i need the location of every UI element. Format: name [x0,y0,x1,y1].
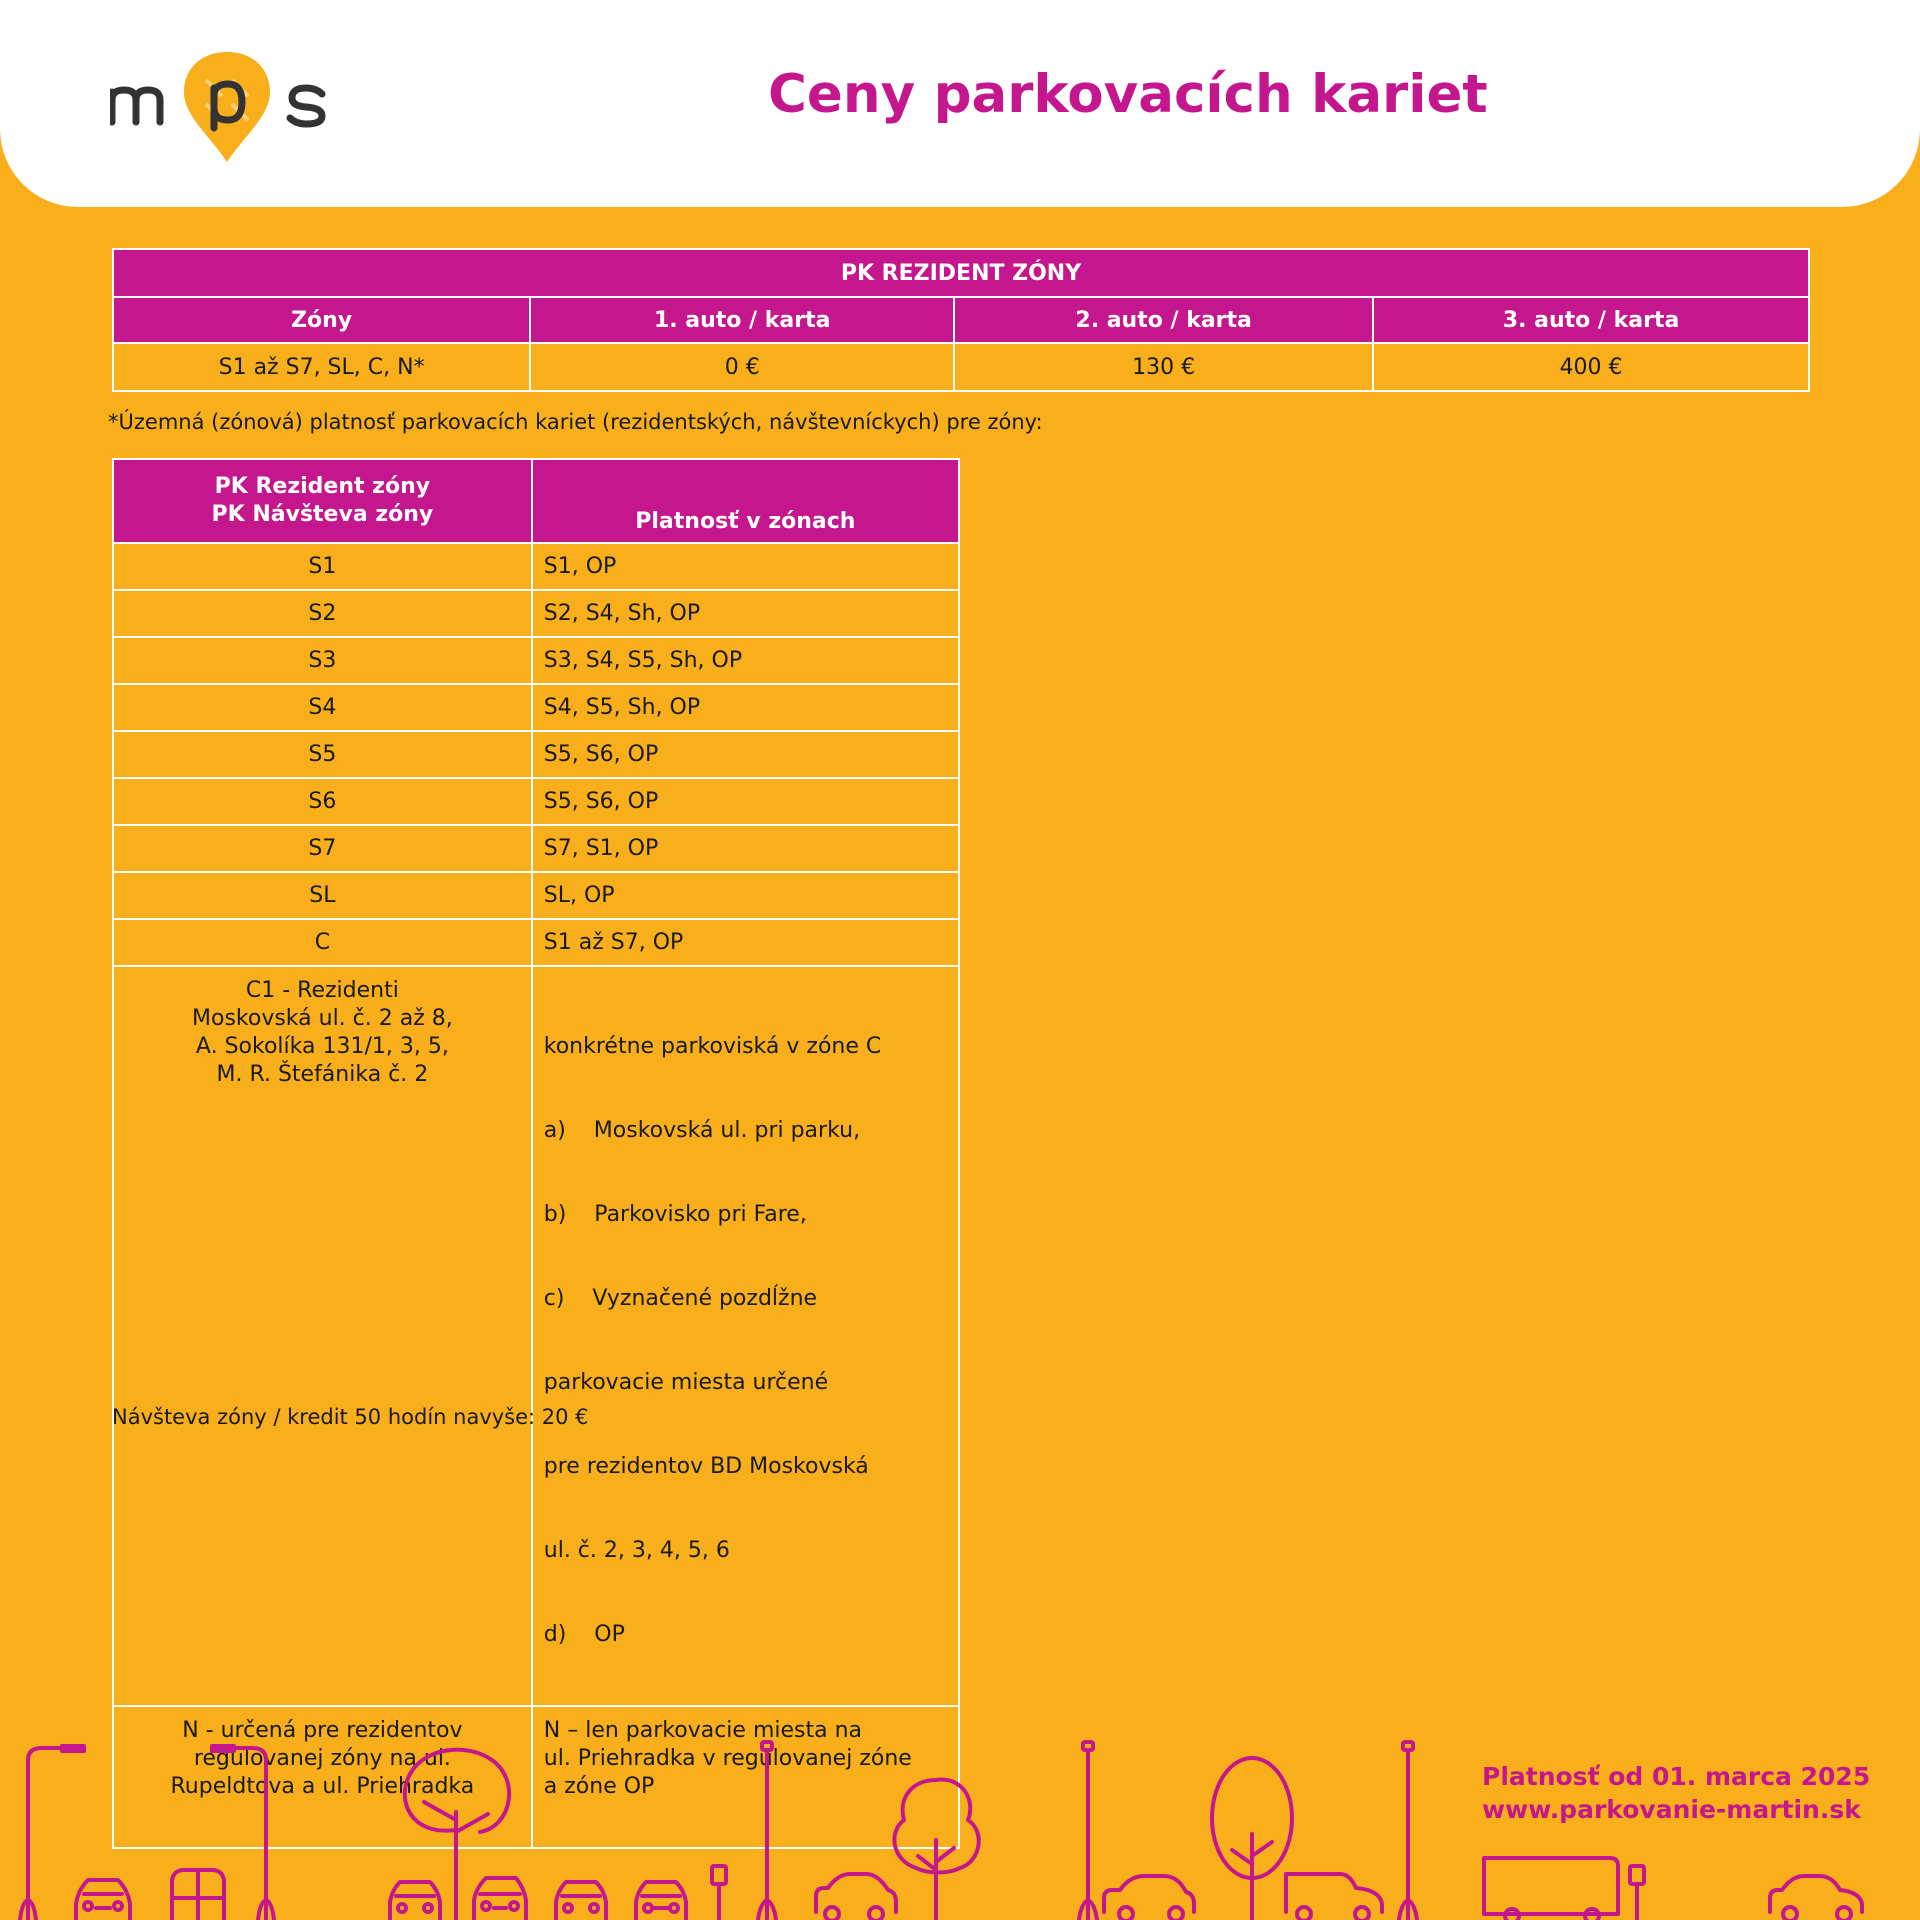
cell-validity: SL, OP [532,872,959,919]
tree-icon [1212,1758,1292,1920]
table-row [113,684,959,731]
cell-zone: C [113,919,532,966]
header-bar [0,0,1920,207]
text-line: N - určená pre rezidentov [182,1718,463,1743]
cell-zone-c1 [113,966,532,1706]
car-icon [390,1882,440,1920]
text-line: C1 - Rezidenti [245,978,399,1003]
zone-validity-table [112,458,960,1849]
table-caption: PK REZIDENT ZÓNY [113,249,1809,297]
table-row [113,731,959,778]
table-row [113,966,959,1706]
table-row [113,872,959,919]
cell-zone: S7 [113,825,532,872]
car-icon [474,1878,526,1920]
cell-zone: S5 [113,731,532,778]
cell-zone: SL [113,872,532,919]
car-icon [556,1882,606,1920]
cell-zones: S1 až S7, SL, C, N* [113,343,530,391]
text-line: ul. č. 2, 3, 4, 5, 6 [543,1538,730,1563]
cell-price-car-2: 130 € [954,343,1373,391]
text-line: pre rezidentov BD Moskovská [543,1454,869,1479]
cell-price-car-1: 0 € [530,343,954,391]
header-line: PK Návšteva zóny [211,502,434,527]
street-lamp-icon [20,1746,84,1920]
street-illustration [0,1740,1920,1920]
cell-validity: S1, OP [532,543,959,590]
column-header-car-2: 2. auto / karta [954,297,1373,343]
lamp-post-icon [1079,1742,1097,1920]
text-line: N – len parkovacie miesta na [543,1718,863,1743]
bus-icon [1484,1858,1618,1920]
car-icon [76,1880,130,1920]
tree-icon [894,1780,978,1920]
cell-zone: S2 [113,590,532,637]
cell-validity: S3, S4, S5, Sh, OP [532,637,959,684]
cell-validity: S4, S5, Sh, OP [532,684,959,731]
lamp-post-icon [1399,1742,1417,1920]
column-header-card-type [113,459,532,543]
street-lamp-icon [212,1746,274,1920]
column-header-zones: Zóny [113,297,530,343]
car-icon [1770,1876,1862,1920]
text-line: parkovacie miesta určené [543,1370,829,1395]
car-icon [1104,1876,1194,1920]
cell-zone: S4 [113,684,532,731]
text-line: konkrétne parkoviská v zóne C [543,1034,882,1059]
text-line: c) Vyznačené pozdĺžne [543,1286,818,1311]
text-line: a zóne OP [543,1774,655,1799]
cell-validity: S1 až S7, OP [532,919,959,966]
car-icon [816,1874,896,1920]
text-line: M. R. Štefánika č. 2 [216,1062,429,1087]
text-line: regulovanej zóny na ul. [193,1746,451,1771]
lamp-post-icon [758,1742,776,1920]
text-line: d) OP [543,1622,625,1647]
website-link[interactable]: www.parkovanie-martin.sk [1482,1795,1861,1824]
van-icon [172,1870,224,1920]
mps-logo [110,50,330,170]
text-line: b) Parkovisko pri Fare, [543,1202,807,1227]
cell-validity: S5, S6, OP [532,778,959,825]
parking-sign-icon [712,1866,726,1920]
cell-zone: S6 [113,778,532,825]
validity-date: Platnosť od 01. marca 2025 [1482,1762,1871,1791]
car-icon [636,1882,686,1920]
page-title: Ceny parkovacích kariet [768,64,1488,125]
column-header-validity: Platnosť v zónach [532,459,959,543]
table-row [113,343,1809,391]
table-row [113,637,959,684]
table-row [113,543,959,590]
bus-stop-sign-icon [1630,1866,1644,1920]
resident-price-table [112,248,1810,392]
text-line: Moskovská ul. č. 2 až 8, [192,1006,453,1031]
text-line: Rupeldtova a ul. Priehradka [170,1774,475,1799]
zone-validity-note: *Územná (zónová) platnosť parkovacích kariet (rezidentských, návštevníckych) pre zóny: [108,410,1043,434]
text-line: ul. Priehradka v regulovanej zóne [543,1746,912,1771]
header-line: PK Rezident zóny [214,474,431,499]
cell-validity: S5, S6, OP [532,731,959,778]
car-icon [1286,1874,1382,1920]
cell-zone: S3 [113,637,532,684]
cell-validity: S7, S1, OP [532,825,959,872]
visit-credit-note: Návšteva zóny / kredit 50 hodín navyše: 20 € [112,1405,589,1429]
text-line: a) Moskovská ul. pri parku, [543,1118,861,1143]
column-header-car-1: 1. auto / karta [530,297,954,343]
column-header-car-3: 3. auto / karta [1373,297,1809,343]
table-row [113,825,959,872]
cell-validity: S2, S4, Sh, OP [532,590,959,637]
table-row [113,590,959,637]
text-line: A. Sokolíka 131/1, 3, 5, [195,1034,449,1059]
cell-price-car-3: 400 € [1373,343,1809,391]
cell-validity-c1 [532,966,959,1706]
table-row [113,778,959,825]
cell-zone: S1 [113,543,532,590]
table-row [113,919,959,966]
